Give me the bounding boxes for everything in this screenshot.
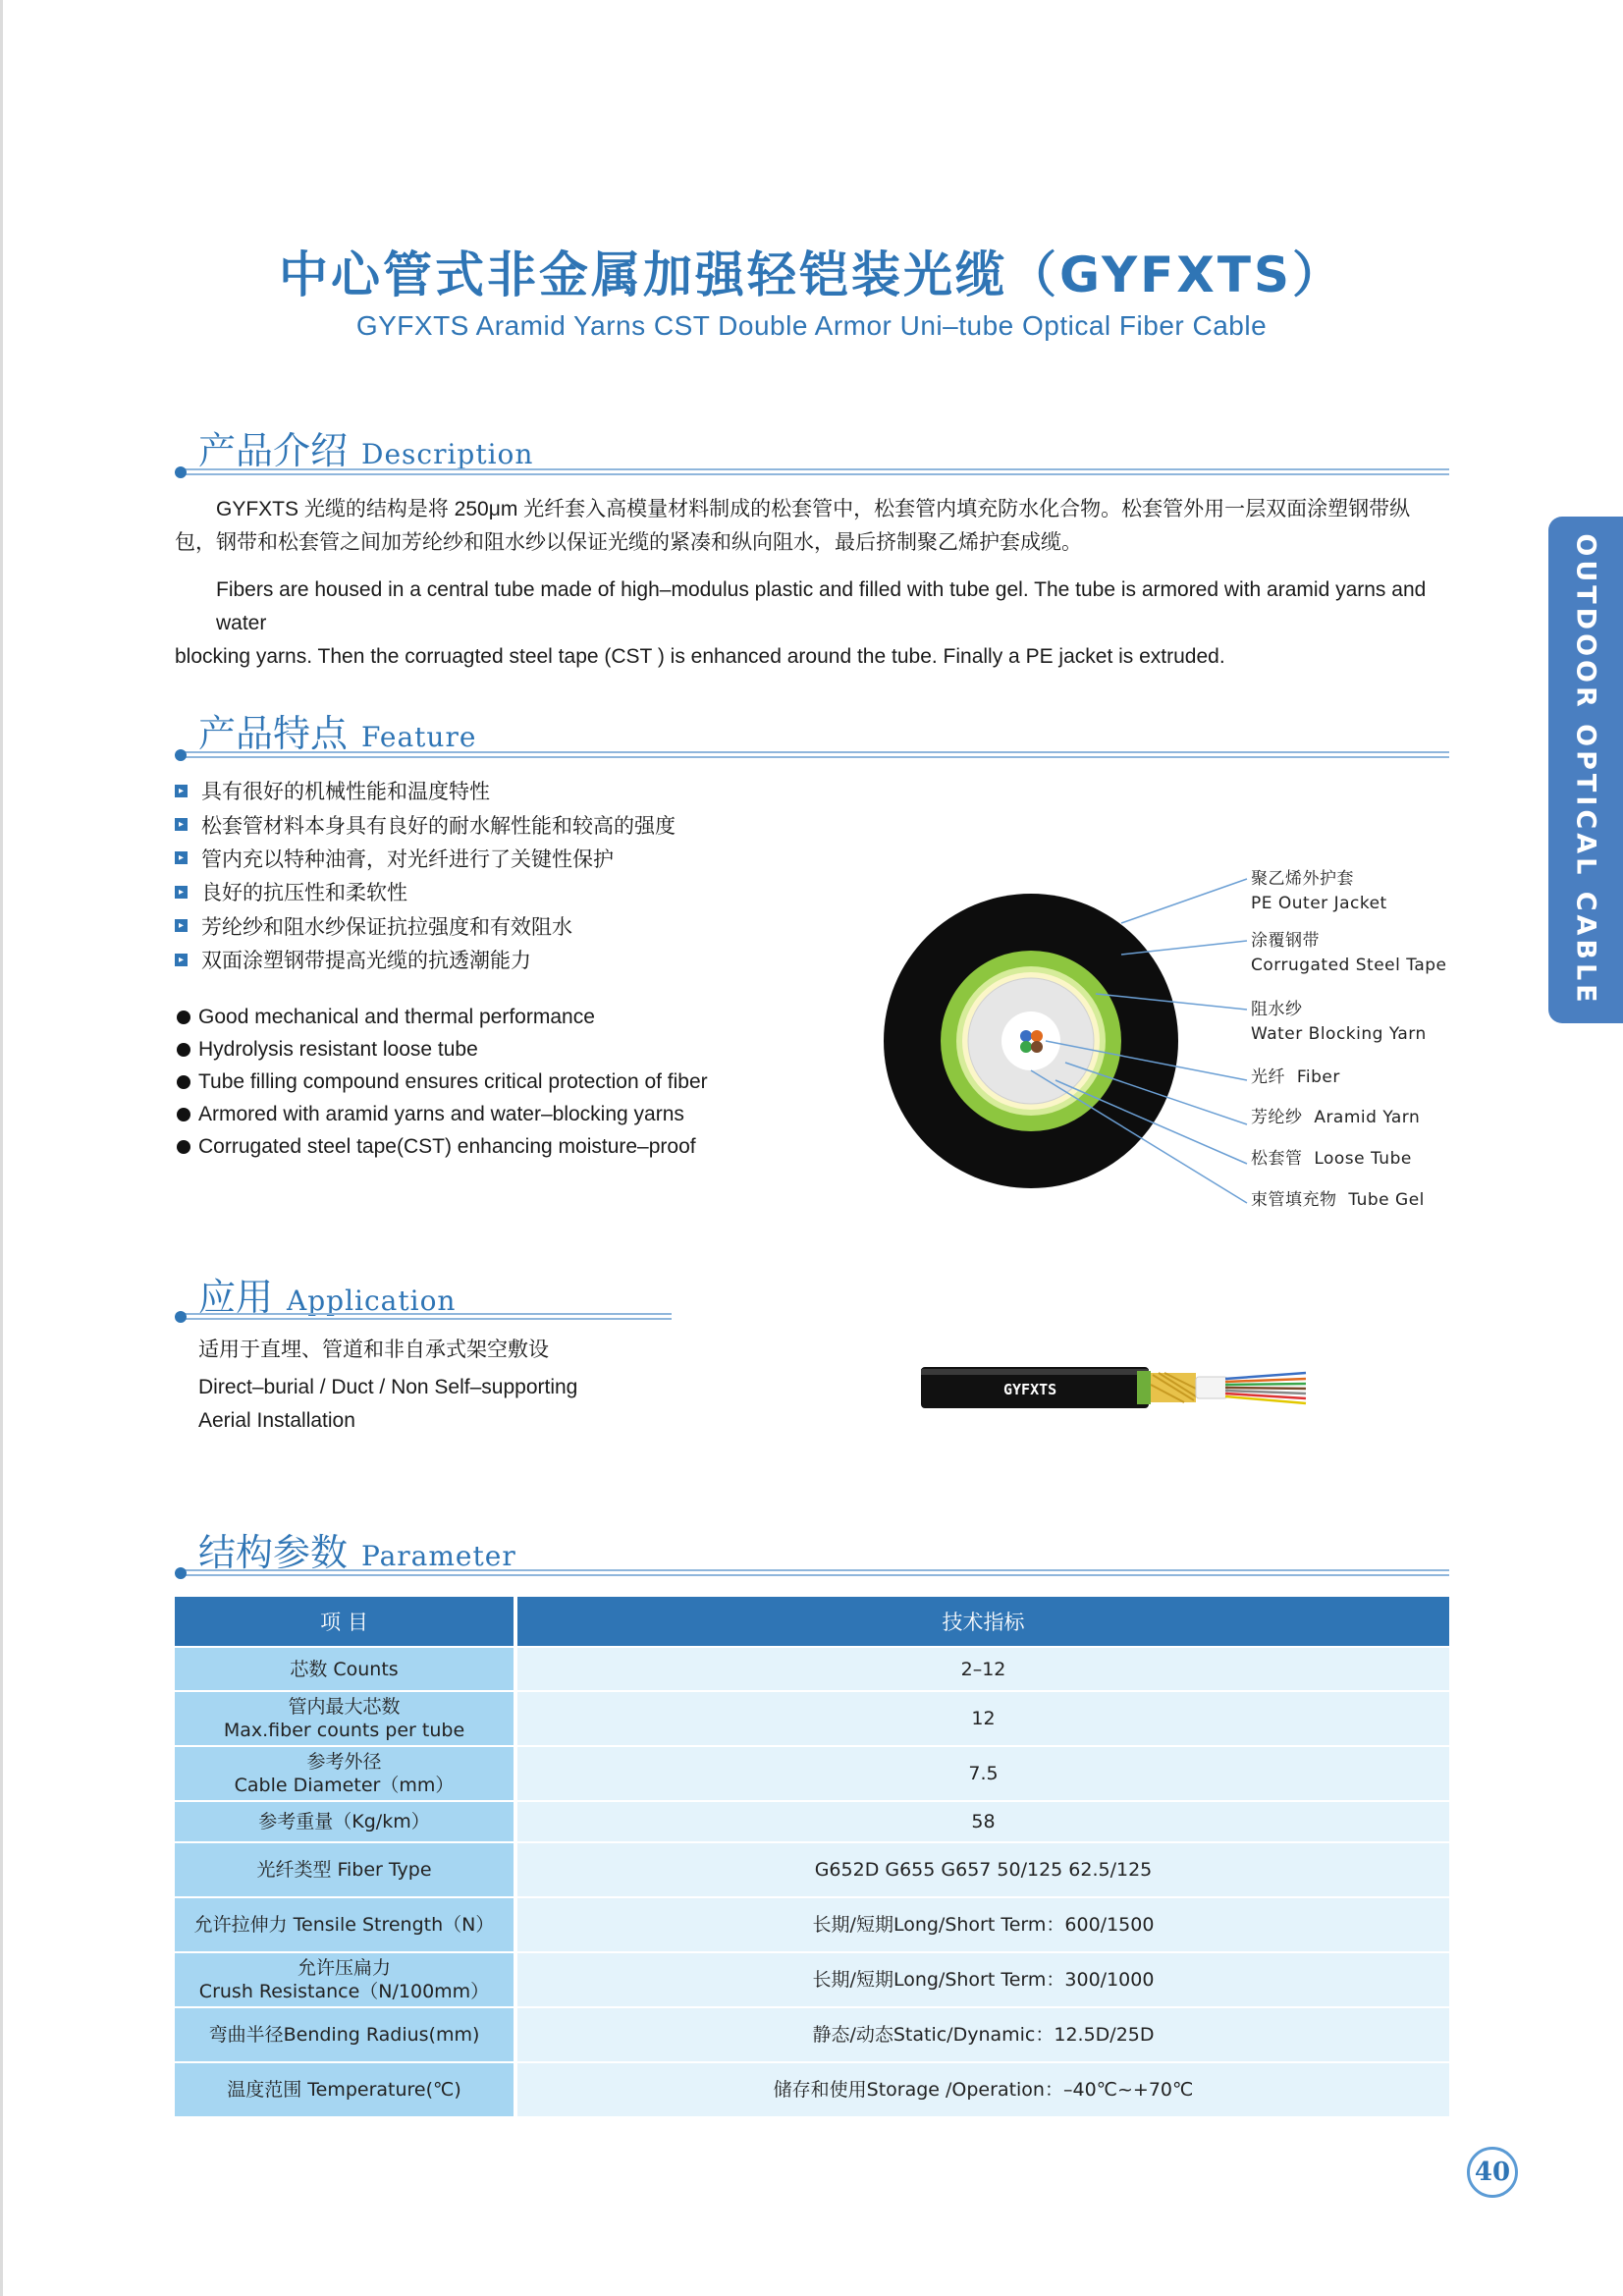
- application-line-en-2: Aerial Installation: [198, 1409, 355, 1432]
- application-heading-cn: 应用: [198, 1276, 274, 1319]
- description-heading-en: Description: [361, 438, 534, 470]
- parameter-rule: [181, 1569, 1449, 1576]
- table-header-row: [175, 1597, 1449, 1647]
- fiber-brown: [1031, 1041, 1043, 1053]
- label-fiber: 光纤 Fiber: [1251, 1067, 1340, 1087]
- bullet-arrow-icon: ▸: [175, 954, 188, 966]
- label-steel-tape: 涂覆钢带 Corrugated Steel Tape: [1251, 931, 1447, 975]
- side-tab-label: OUTDOOR OPTICAL CABLE: [1570, 533, 1601, 1007]
- bullet-arrow-icon: ▸: [175, 886, 188, 899]
- table-row: 弯曲半径Bending Radius(mm) 静态/动态Static/Dynamic：12.5D/25D: [175, 2007, 1449, 2062]
- cable-aramid-yarn: [1151, 1373, 1196, 1402]
- cable-loose-tube: [1196, 1377, 1227, 1398]
- feature-list-en: [177, 1001, 708, 1163]
- label-water-blocking-yarn: 阻水纱 Water Blocking Yarn: [1251, 1000, 1427, 1044]
- bullet-dot-icon: [177, 1075, 190, 1089]
- description-heading: [198, 420, 533, 474]
- table-row: 允许压扁力 Crush Resistance（N/100mm） 长期/短期Long/Short Term：300/1000: [175, 1952, 1449, 2007]
- feature-en-item: Tube filling compound ensures critical protection of fiber: [177, 1066, 708, 1098]
- fiber-green: [1020, 1041, 1032, 1053]
- description-rule: [181, 468, 1449, 475]
- table-row: 允许拉伸力 Tensile Strength（N） 长期/短期Long/Short Term：600/1500: [175, 1897, 1449, 1952]
- application-line-en-1: Direct–burial / Duct / Non Self–supporting: [198, 1376, 578, 1398]
- bullet-dot-icon: [177, 1108, 190, 1121]
- feature-heading-cn: 产品特点: [198, 712, 349, 755]
- table-row: 光纤类型 Fiber Type G652D G655 G657 50/125 62.5/125: [175, 1842, 1449, 1897]
- feature-rule: [181, 751, 1449, 758]
- table-row: 参考外径 Cable Diameter（mm） 7.5: [175, 1746, 1449, 1801]
- bullet-dot-icon: [177, 1140, 190, 1154]
- parameter-heading: [198, 1522, 516, 1576]
- feature-cn-item: ▸ 具有很好的机械性能和温度特性: [175, 774, 676, 807]
- col-spec-header: 技术指标: [515, 1597, 1449, 1647]
- feature-en-item: Armored with aramid yarns and water–blocking yarns: [177, 1098, 708, 1130]
- feature-en-item: Hydrolysis resistant loose tube: [177, 1033, 708, 1066]
- feature-rule-dot: [175, 749, 187, 761]
- fiber-blue: [1020, 1030, 1032, 1042]
- page-number: 40: [1467, 2147, 1518, 2198]
- cable-fibers: [1225, 1373, 1306, 1403]
- bullet-arrow-icon: ▸: [175, 919, 188, 932]
- description-en-line-1: Fibers are housed in a central tube made of high–modulus plastic and filled with tube gel. The tube is armored with aramid yarns and water: [216, 578, 1427, 634]
- application-line-cn: 适用于直埋、管道和非自承式架空敷设: [198, 1339, 549, 1361]
- feature-en-item: Good mechanical and thermal performance: [177, 1001, 708, 1033]
- application-text: [198, 1334, 577, 1438]
- application-rule: [181, 1313, 672, 1320]
- application-rule-dot: [175, 1311, 187, 1323]
- description-rule-dot: [175, 466, 187, 478]
- application-heading-en: Application: [287, 1285, 457, 1317]
- tube-gel-core: [1001, 1011, 1060, 1070]
- bullet-arrow-icon: ▸: [175, 851, 188, 864]
- col-item-header: 项 目: [175, 1597, 515, 1647]
- feature-cn-item: ▸ 良好的抗压性和柔软性: [175, 875, 676, 908]
- bullet-arrow-icon: ▸: [175, 785, 188, 797]
- bullet-dot-icon: [177, 1043, 190, 1057]
- table-row: 管内最大芯数 Max.fiber counts per tube 12: [175, 1691, 1449, 1746]
- bullet-arrow-icon: ▸: [175, 818, 188, 831]
- description-cn-line-1: GYFXTS 光缆的结构是将 250μm 光纤套入高模量材料制成的松套管中，松套管内填充防水化合物。松套管外用一层双面涂塑钢带纵: [216, 498, 1411, 520]
- description-cn-line-2: 包，钢带和松套管之间加芳纶纱和阻水纱以保证光缆的紧凑和纵向阻水，最后挤制聚乙烯护套成缆。: [175, 531, 1082, 554]
- page-title-en: GYFXTS Aramid Yarns CST Double Armor Uni–tube Optical Fiber Cable: [355, 310, 1268, 341]
- cable-cross-section: [864, 835, 1257, 1228]
- feature-list-cn: [175, 774, 676, 976]
- label-pe-jacket: 聚乙烯外护套 PE Outer Jacket: [1251, 869, 1387, 913]
- description-en-line-2: blocking yarns. Then the corruagted steel tape (CST ) is enhanced around the tube. Finally a PE jacket is extruded.: [175, 645, 1225, 668]
- label-tube-gel: 束管填充物 Tube Gel: [1251, 1190, 1425, 1210]
- page-title-cn: 中心管式非金属加强轻铠装光缆（GYFXTS）: [279, 246, 1344, 303]
- feature-heading-en: Feature: [361, 721, 477, 753]
- label-loose-tube: 松套管 Loose Tube: [1251, 1149, 1412, 1169]
- feature-cn-item: ▸ 芳纶纱和阻水纱保证抗拉强度和有效阻水: [175, 909, 676, 943]
- feature-cn-item: ▸ 管内充以特种油膏，对光纤进行了关键性保护: [175, 842, 676, 875]
- table-row: 芯数 Counts 2–12: [175, 1647, 1449, 1691]
- parameter-heading-en: Parameter: [361, 1540, 516, 1572]
- feature-en-item: Corrugated steel tape(CST) enhancing moisture–proof: [177, 1130, 708, 1163]
- table-row: 参考重量（Kg/km） 58: [175, 1801, 1449, 1842]
- description-text: [175, 493, 1451, 674]
- feature-heading: [198, 703, 476, 757]
- feature-cn-item: ▸ 双面涂塑钢带提高光缆的抗透潮能力: [175, 943, 676, 976]
- cable-image: [919, 1359, 1312, 1416]
- cable-steel-tape: [1137, 1371, 1151, 1404]
- parameter-rule-dot: [175, 1567, 187, 1579]
- cable-print: GYFXTS: [1003, 1381, 1057, 1398]
- page-edge: [0, 0, 3, 2296]
- label-aramid-yarn: 芳纶纱 Aramid Yarn: [1251, 1108, 1421, 1127]
- description-heading-cn: 产品介绍: [198, 429, 349, 472]
- bullet-dot-icon: [177, 1011, 190, 1024]
- fiber-orange: [1031, 1030, 1043, 1042]
- parameter-heading-cn: 结构参数: [198, 1531, 349, 1574]
- feature-cn-item: ▸ 松套管材料本身具有良好的耐水解性能和较高的强度: [175, 807, 676, 841]
- table-row: 温度范围 Temperature(℃) 储存和使用Storage /Operation：–40℃~+70℃: [175, 2062, 1449, 2117]
- parameter-table: [175, 1597, 1449, 2118]
